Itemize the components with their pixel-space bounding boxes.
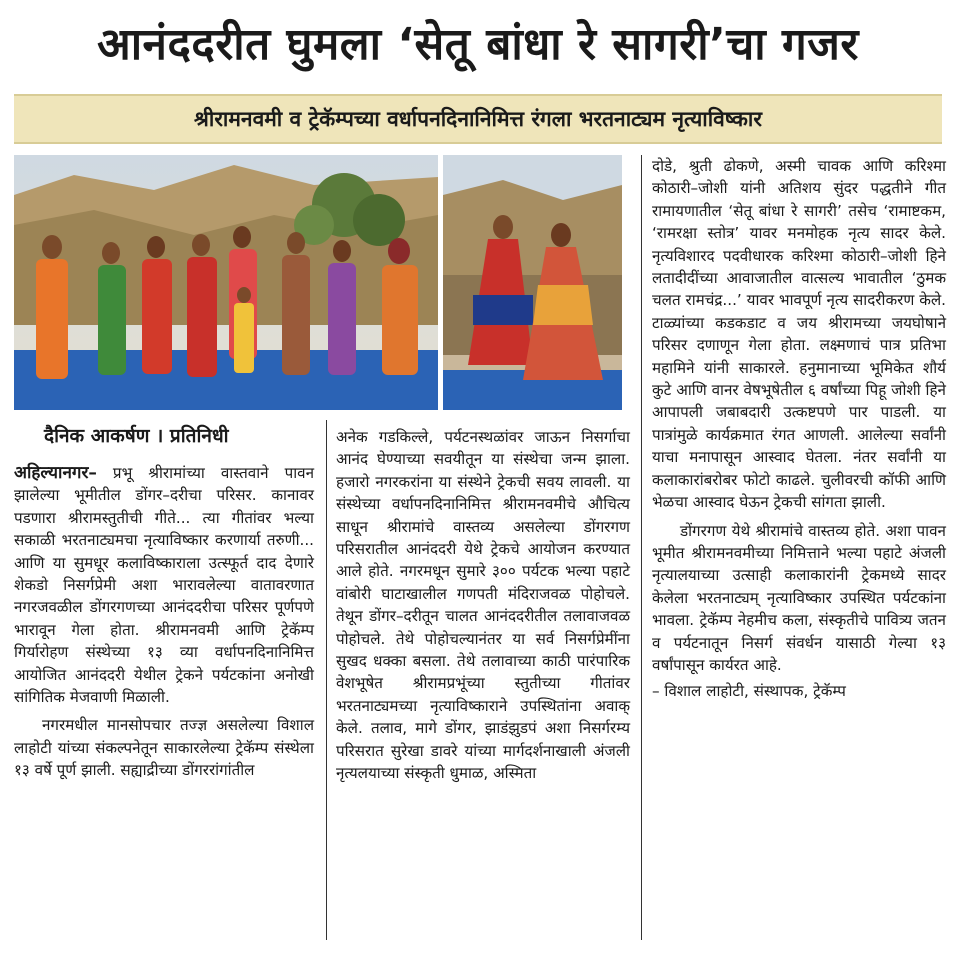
signoff: – विशाल लाहोटी, संस्थापक, ट्रेकॅम्प — [652, 682, 846, 701]
group-photo — [14, 155, 438, 410]
article-paragraph: दोडे, श्रुती ढोकणे, अस्मी चावक आणि करिश्मा कोठारी–जोशी यांनी अतिशय सुंदर पद्धतीने गीत रामायणातील ‘सेतू बांधा रे सागरी’ तसेच ‘रामाष्टकम, ‘रामरक्षा स्तोत्र’ यावर मनमोहक नृत्य सादर केले. नृत्यविशारद पदवीधारक करिश्मा कोठारी–जोशी हिने लतादीदींच्या आवाजातील वात्सल्य भावातील ‘ठुमक चलत रामचंद्र...’ यावर भावपूर्ण नृत्य सादरीकरण केले. टाळ्यांच्या कडकडाट व जय श्रीरामच्या जयघोषाने परिसर दणाणून गेला होता. लक्ष्मणाचं पात्र प्रतिभा महामिने यांनी साकारले. हनुमानाच्या भूमिकेत शौर्य कुटे आणि वानर वेषभूषेतील ६ वर्षांच्या पिहू जोशी हिने आपापली जबाबदारी उत्कष्टपणे पार पाडली. या पात्रांमुळे कार्यक्रमात रंगत आणली. आलेल्या सर्वांनी याचा मनापासून आस्वाद घेतला. नंतर सर्वांनी या कलाकारांबरोबर फोटो काढले. चुलीवरची कॉफी आणि भेळचा आस्वाद घेऊन ट्रेकची सांगता झाली. — [652, 157, 946, 512]
article-paragraph: नगरमधील मानसोपचार तज्ज्ञ असलेल्या विशाल लाहोटी यांच्या संकल्पनेतून साकारलेल्या ट्रेकॅम्प संस्थेला १३ वर्षे पूर्ण झाली. सह्याद्रीच्या डोंगररांगांतील — [14, 716, 314, 780]
subheadline: श्रीरामनवमी व ट्रेकॅम्पच्या वर्धापनदिनानिमित्त रंगला भरतनाट्यम नृत्याविष्कार — [14, 94, 942, 144]
column-divider — [641, 155, 642, 940]
article-column-2 — [336, 426, 630, 785]
article-column-1 — [14, 462, 314, 782]
article-column-3 — [652, 155, 946, 703]
duo-dancers-photo — [443, 155, 622, 410]
article-paragraph: अनेक गडकिल्ले, पर्यटनस्थळांवर जाऊन निसर्गाचा आनंद घेण्याच्या सवयीतून या संस्थेचा जन्म झाला. हजारो नगरकरांना या संस्थेने ट्रेकची सवय लावली. या संस्थेच्या वर्धापनदिनानिमित्त श्रीरामनवमीचे औचित्य साधून श्रीरामांचे वास्तव्य असलेल्या डोंगरगण परिसरातील आनंददरी येथे ट्रेकचे आयोजन करण्यात आले होते. नगरमधून सुमारे ३०० पर्यटक भल्या पहाटे वांबोरी घाटाखालील गणपती मंदिराजवळ पोहोचले. तेथून डोंगर–दरीतून चालत आनंददरीतील तलावाजवळ पोहोचले. तेथे पोहोचल्यानंतर या सर्व निसर्गप्रेमींना सुखद धक्का बसला. तेथे तलावाच्या काठी पारंपारिक वेशभूषेत श्रीरामप्रभूंच्या स्तुतीच्या गीतांवर भरतनाट्यमच्या नृत्याविष्काराने उपस्थितांना अवाक् केले. तलाव, मागे डोंगर, झाडंझुडपं अशा निसर्गरम्य परिसरात सुरेखा डावरे यांच्या मार्गदर्शनाखाली अंजली नृत्यलयाच्या संस्कृती धुमाळ, अस्मिता — [336, 428, 630, 783]
byline: दैनिक आकर्षण । प्रतिनिधी — [44, 425, 229, 447]
headline: आनंददरीत घुमला ‘सेतू बांधा रे सागरी’चा गजर — [97, 19, 859, 70]
article-paragraph: डोंगरगण येथे श्रीरामांचे वास्तव्य होते. अशा पावन भूमीत श्रीरामनवमीच्या निमित्ताने भल्या पहाटे अंजली नृत्यालयाच्या उत्साही कलाकारांनी ट्रेकमध्ये सादर केलेला भरतनाट्यम् नृत्याविष्कार उपस्थित पर्यटकांना भावला. ट्रेकॅम्प नेहमीच कला, संस्कृतीचे पावित्र्य जतन व पर्यटनातून निसर्ग संवर्धन यासाठी गेल्या १३ वर्षांपासून कार्यरत आहे. — [652, 521, 946, 674]
column-divider — [326, 420, 327, 940]
dateline: अहिल्यानगर– — [14, 463, 97, 483]
article-paragraph: अहिल्यानगर– प्रभू श्रीरामांच्या वास्तवाने पावन झालेल्या भूमीतील डोंगर–दरीचा परिसर. कानावर पडणारा श्रीरामस्तुतीची गीते... त्या गीतांवर भल्या सकाळी भरतनाट्यमचा नृत्याविष्कार करणार्या तरुणी... आणि या सुमधूर कलाविष्काराला उत्स्फूर्त दाद देणारे शेकडो निसर्गप्रेमी अशा भारावलेल्या वातावरणात नगरजवळील डोंगरगणच्या आनंददरीचा परिसर पूर्णपणे भारावून गेला होता. श्रीरामनवमी आणि ट्रेकॅम्प गिर्यारोहण संस्थेच्या १३ व्या वर्धापनदिनानिमित्त आयोजित आनंददरी येथील ट्रेकने पर्यटकांना अनोखी सांगितिक मेजवाणी मिळाली. — [14, 463, 315, 707]
